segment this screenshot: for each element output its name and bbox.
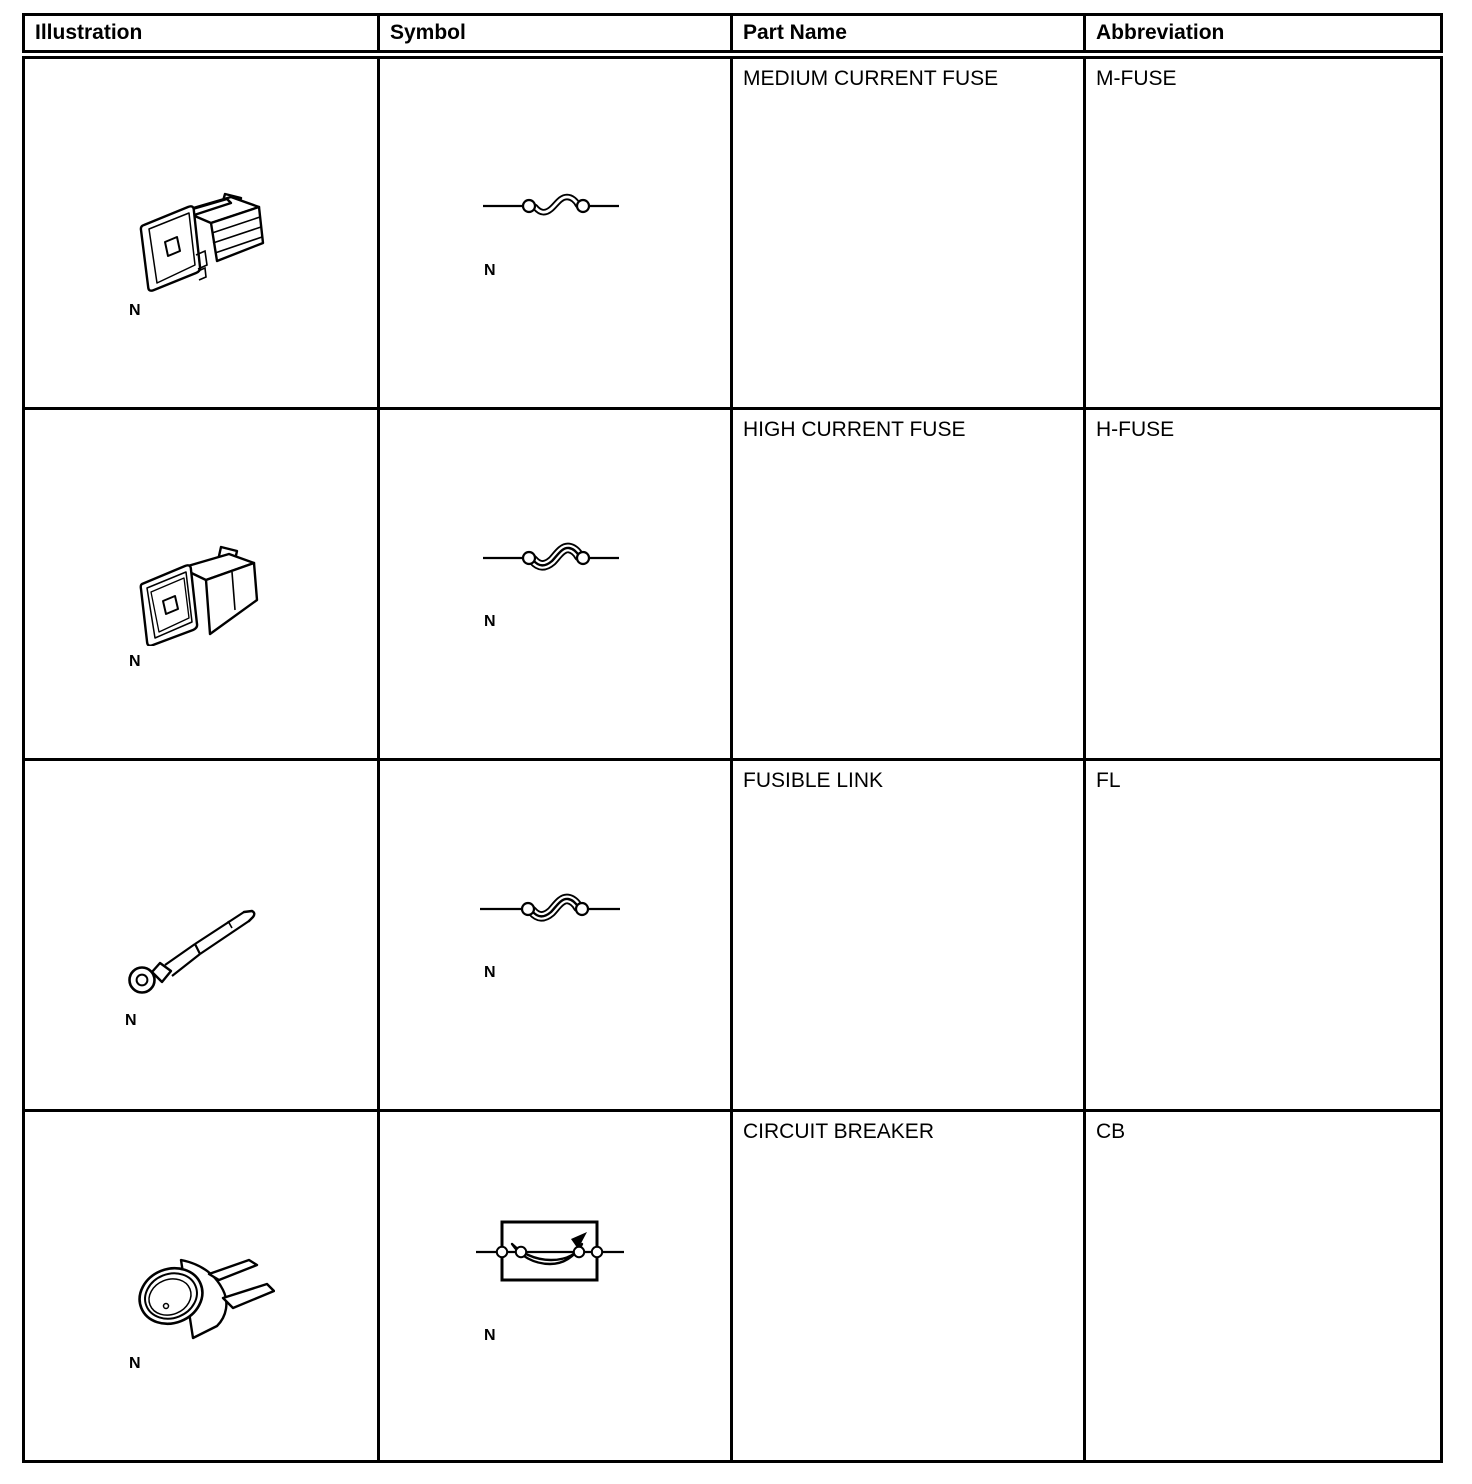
parts-legend-table xyxy=(22,13,1443,1463)
table-row xyxy=(24,409,1442,760)
illustration-cell xyxy=(24,55,379,409)
symbol-cell xyxy=(379,55,732,409)
high-current-fuse-illustration xyxy=(135,542,259,646)
part-name: HIGH CURRENT FUSE xyxy=(743,418,966,441)
part-name: FUSIBLE LINK xyxy=(743,769,884,792)
illustration-cell xyxy=(24,1111,379,1462)
symbol-cell xyxy=(379,409,732,760)
table-row xyxy=(24,760,1442,1111)
symbol-ref-label: N xyxy=(484,964,496,981)
header-row xyxy=(24,15,1442,55)
abbreviation: H-FUSE xyxy=(1096,418,1175,441)
medium-current-fuse-symbol xyxy=(483,187,619,225)
part-name-cell xyxy=(732,409,1085,760)
part-name-cell xyxy=(732,1111,1085,1462)
fusible-link-symbol xyxy=(480,889,620,929)
illustration-ref-label: N xyxy=(125,1012,137,1029)
part-name: MEDIUM CURRENT FUSE xyxy=(743,67,999,90)
circuit-breaker-illustration xyxy=(135,1244,275,1346)
col-header-abbreviation: Abbreviation xyxy=(1085,15,1442,55)
illustration-ref-label: N xyxy=(129,653,141,670)
abbreviation-cell xyxy=(1085,1111,1442,1462)
illustration-cell xyxy=(24,760,379,1111)
symbol-ref-label: N xyxy=(484,262,496,279)
illustration-cell xyxy=(24,409,379,760)
circuit-breaker-symbol xyxy=(476,1218,624,1282)
part-name: CIRCUIT BREAKER xyxy=(743,1120,934,1143)
high-current-fuse-symbol xyxy=(483,538,619,578)
fusible-link-illustration xyxy=(125,899,275,999)
illustration-ref-label: N xyxy=(129,1355,141,1372)
abbreviation: FL xyxy=(1096,769,1121,792)
col-header-symbol: Symbol xyxy=(379,15,732,55)
symbol-cell xyxy=(379,760,732,1111)
symbol-cell xyxy=(379,1111,732,1462)
symbol-ref-label: N xyxy=(484,1327,496,1344)
abbreviation-cell xyxy=(1085,760,1442,1111)
col-header-part-name: Part Name xyxy=(732,15,1085,55)
part-name-cell xyxy=(732,760,1085,1111)
symbol-ref-label: N xyxy=(484,613,496,630)
table-row xyxy=(24,1111,1442,1462)
illustration-ref-label: N xyxy=(129,302,141,319)
abbreviation-cell xyxy=(1085,55,1442,409)
abbreviation-cell xyxy=(1085,409,1442,760)
part-name-cell xyxy=(732,55,1085,409)
table-row xyxy=(24,55,1442,409)
col-header-illustration: Illustration xyxy=(24,15,379,55)
abbreviation: CB xyxy=(1096,1120,1126,1143)
medium-current-fuse-illustration xyxy=(135,191,267,297)
abbreviation: M-FUSE xyxy=(1096,67,1177,90)
